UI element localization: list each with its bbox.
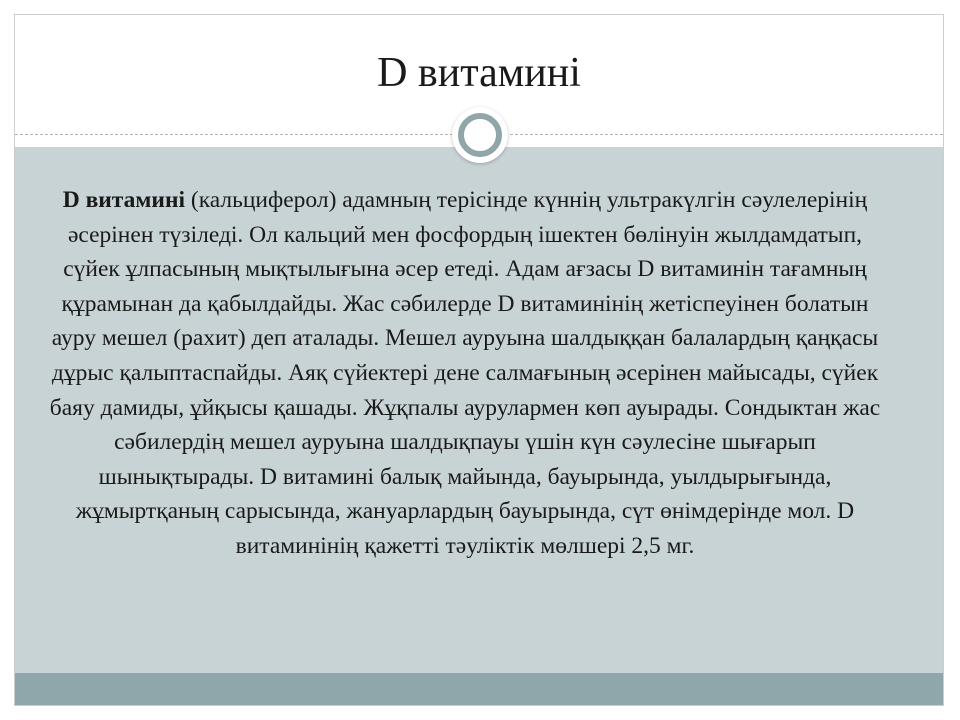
decorative-ring-icon — [452, 107, 508, 163]
slide-body-text — [38, 183, 892, 564]
body-paragraph: (кальциферол) адамның терісінде күннің ультракүлгін сәулелерінің әсерінен түзіледі. Ол кальций мен фосфордың ішектен бөлінуін жылдамдатып, сүйек ұлпасының мықтылығына әсер етеді. Адам ағзасы D витаминін тағамның құрамынан да қабылдайды. Жас сәбилерде D витаминінің жетіспеуінен болатын ауру мешел (рахит) деп аталады. Мешел ауруына шалдыққан балалардың қаңқасы дұрыс қалыптаспайды. Аяқ сүйектері дене салмағының әсерінен майысады, сүйек баяу дамиды, ұйқысы қашады. Жұқпалы аурулармен көп ауырады. Сондыктан жас сәбилердің мешел ауруына шалдықпауы үшін күн сәулесіне шығарып шынықтырады. D витамині балық майында, бауырында, уылдырығында, жұмыртқаның сарысында, жануарлардың бауырында, сүт өнімдерінде мол. D витаминінің қажетті тәуліктік мөлшері 2,5 мг. — [49, 187, 881, 559]
body-bold-term: D витамині — [62, 187, 186, 213]
footer-band — [15, 673, 943, 705]
slide-title: D витамині — [377, 49, 581, 96]
